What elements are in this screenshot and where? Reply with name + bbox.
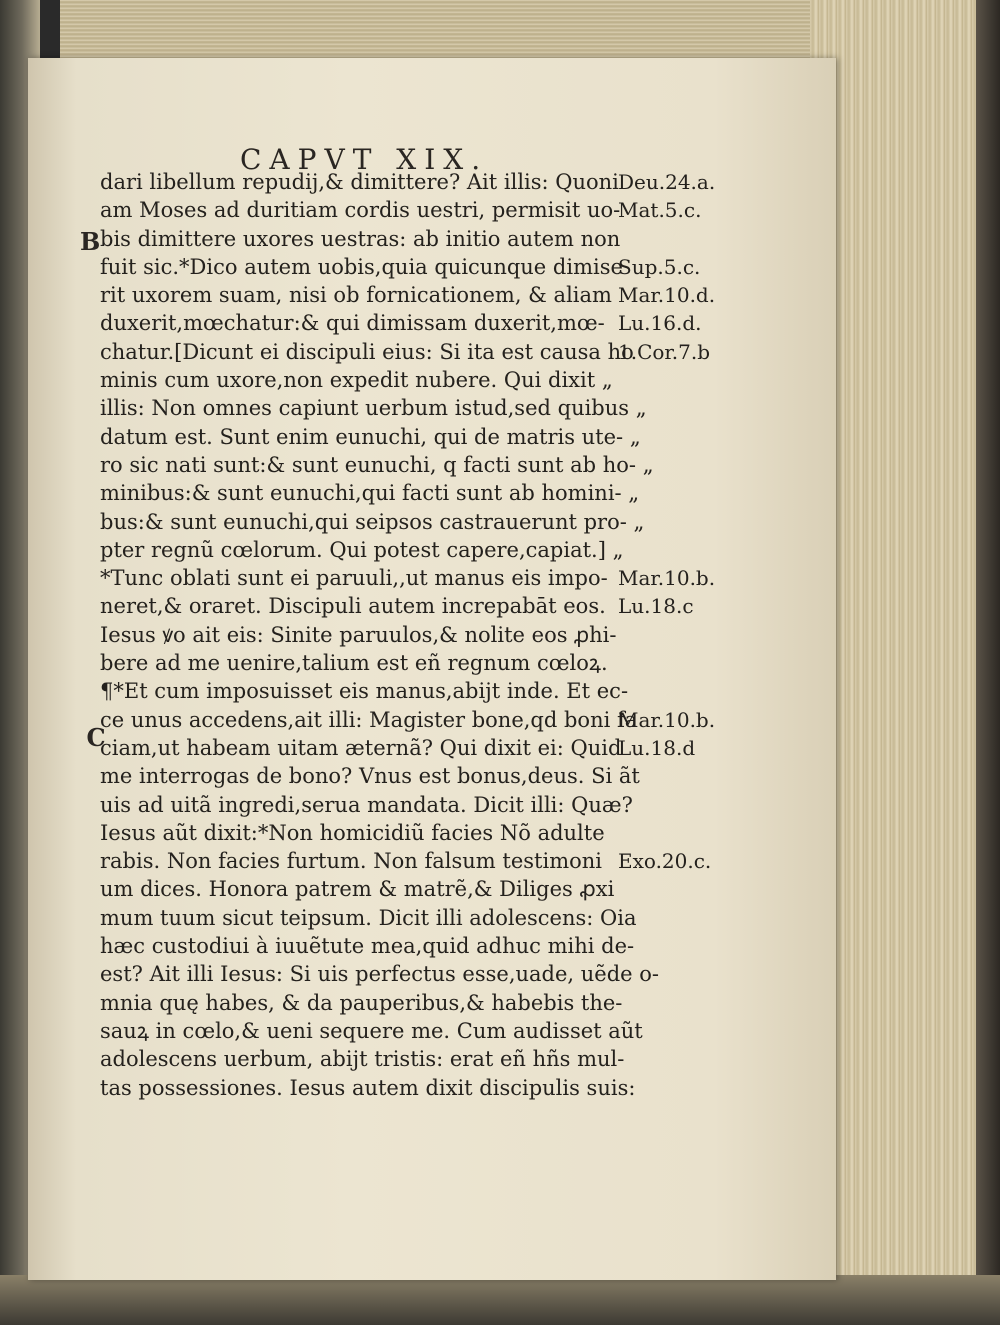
text-line: rit uxorem suam, nisi ob fornicationem, & aliam <box>100 283 612 308</box>
text-line: bere ad me uenire,talium est eñ regnum cœloꝝ. <box>100 651 608 676</box>
marginal-note <box>618 791 748 819</box>
text-line: ¶*Et cum imposuisset eis manus,abijt inde. Et ec- <box>100 679 629 704</box>
text-line: neret,& oraret. Discipuli autem increpabāt eos. <box>100 594 606 619</box>
marginal-note <box>618 451 748 479</box>
text-line: um dices. Honora patrem & matrẽ,& Diliges ꝓxi <box>100 877 615 902</box>
text-line: mum tuum sicut teipsum. Dicit illi adolescens: Oia <box>100 905 637 930</box>
text-line: Iesus aũt dixit:*Non homicidiũ facies Nõ adulte <box>100 820 605 845</box>
text-line: mnia quę habes, & da pauperibus,& habebis the- <box>100 990 623 1015</box>
running-head: CAPVT XIX. <box>240 143 489 176</box>
text-line: fuit sic.*Dico autem uobis,quia quicunque dimise <box>100 254 623 279</box>
page-bottom-shadow <box>0 1275 1000 1325</box>
cover-edge <box>976 0 1000 1325</box>
marginal-note <box>618 649 748 677</box>
marginal-note: Sup.5.c. <box>618 254 701 279</box>
text-line: *Tunc oblati sunt ei paruuli,,ut manus eis impo- <box>100 566 608 591</box>
marginal-note: Mar.10.d. <box>618 283 716 308</box>
main-text-column <box>100 168 660 1102</box>
text-line: minibus:& sunt eunuchi,qui facti sunt ab homini- „ <box>100 481 640 506</box>
marginal-note <box>618 508 748 536</box>
text-line: ciam,ut habeam uitam æternã? Qui dixit ei: Quid <box>100 735 622 760</box>
marginal-note <box>618 536 748 564</box>
marginal-note: Mar.10.b. <box>618 707 716 732</box>
marginal-note <box>618 479 748 507</box>
text-line: tas possessiones. Iesus autem dixit discipulis suis: <box>100 1075 636 1100</box>
text-line: sauꝝ in cœlo,& ueni sequere me. Cum audisset aũt <box>100 1018 643 1043</box>
section-letter-c: C <box>86 723 106 752</box>
text-line: bis dimittere uxores uestras: ab initio autem non <box>100 226 621 251</box>
marginal-note: Mar.10.b. <box>618 566 716 591</box>
text-line: est? Ait illi Iesus: Si uis perfectus esse,uade, uẽde o- <box>100 962 660 987</box>
marginal-note <box>618 621 748 649</box>
text-line: me interrogas de bono? Vnus est bonus,deus. Si ãt <box>100 764 640 789</box>
text-line: adolescens uerbum, abijt tristis: erat eñ hñs mul- <box>100 1047 625 1072</box>
marginal-note <box>618 423 748 451</box>
marginal-note <box>618 762 748 790</box>
marginal-note: 1.Cor.7.b <box>618 339 711 364</box>
text-line: hæc custodiui à iuuẽtute mea,quid adhuc mihi de- <box>100 934 635 959</box>
marginal-note: Lu.16.d. <box>618 311 702 336</box>
marginal-note <box>618 819 748 847</box>
text-line: am Moses ad duritiam cordis uestri, permisit uo- <box>100 198 621 223</box>
marginal-note <box>618 394 748 422</box>
marginal-note: Lu.18.d <box>618 735 696 760</box>
text-line: uis ad uitã ingredi,serua mandata. Dicit illi: Quæ? <box>100 792 633 817</box>
text-line: duxerit,mœchatur:& qui dimissam duxerit,mœ- <box>100 311 605 336</box>
text-line: datum est. Sunt enim eunuchi, qui de matris ute- „ <box>100 424 641 449</box>
marginal-note <box>618 677 748 705</box>
text-line: bus:& sunt eunuchi,qui seipsos castrauerunt pro- „ <box>100 509 645 534</box>
marginal-note: Exo.20.c. <box>618 849 712 874</box>
marginal-note: Lu.18.c <box>618 594 694 619</box>
marginal-note <box>618 225 748 253</box>
text-line: ro sic nati sunt:& sunt eunuchi, q facti sunt ab ho- „ <box>100 452 654 477</box>
text-line: illis: Non omnes capiunt uerbum istud,sed quibus „ <box>100 396 647 421</box>
page-edges-side <box>810 0 1000 1325</box>
marginal-note: Mat.5.c. <box>618 198 702 223</box>
text-line: minis cum uxore,non expedit nubere. Qui dixit „ <box>100 368 613 393</box>
marginal-note <box>618 366 748 394</box>
text-line: pter regnũ cœlorum. Qui potest capere,capiat.] „ <box>100 537 624 562</box>
text-line: rabis. Non facies furtum. Non falsum testimoni <box>100 849 602 874</box>
section-letter-b: B <box>80 227 101 256</box>
text-line: chatur.[Dicunt ei discipuli eius: Si ita est causa ho <box>100 339 634 364</box>
marginal-note: Deu.24.a. <box>618 170 716 194</box>
marginal-notes-column <box>618 168 748 875</box>
text-line: dari libellum repudij,& dimittere? Ait illis: Quoni <box>100 170 619 194</box>
text-line: ce unus accedens,ait illi: Magister bone,qd boni fa <box>100 707 638 732</box>
text-line: Iesus ꝟo ait eis: Sinite paruulos,& nolite eos ꝓhi- <box>100 622 617 647</box>
